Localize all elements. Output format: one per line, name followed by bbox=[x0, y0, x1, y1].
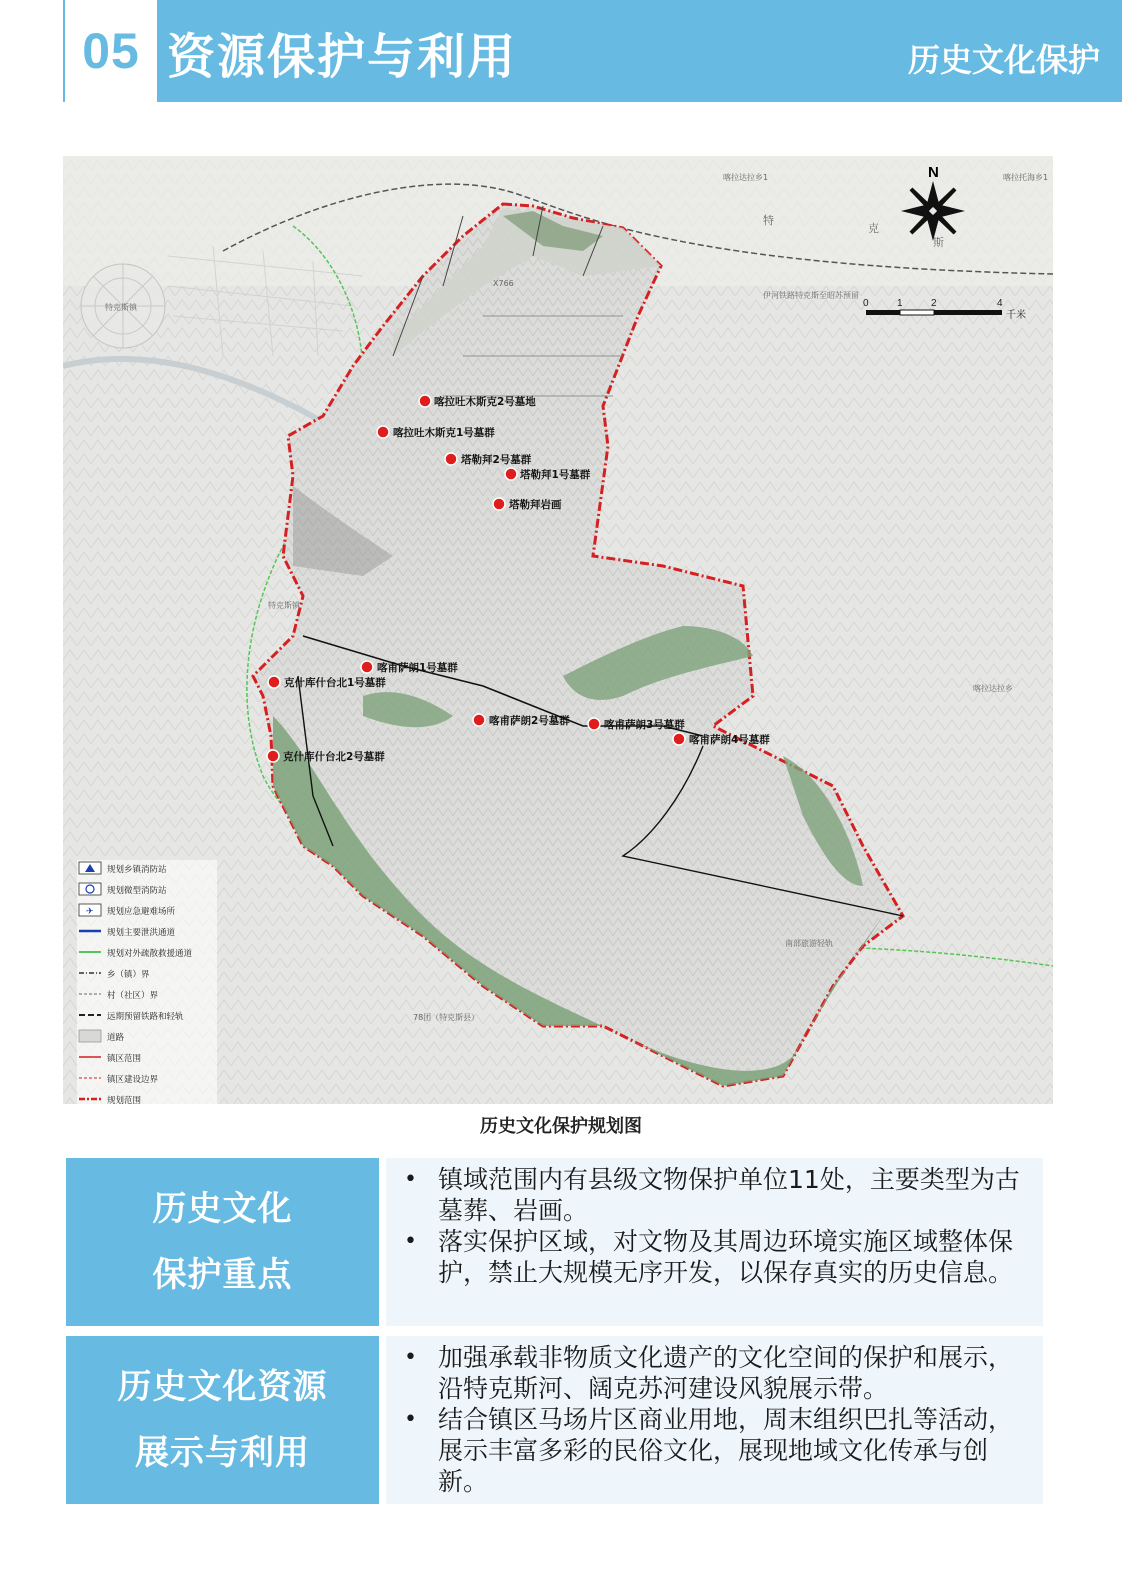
site-label: 塔勒拜岩画 bbox=[509, 499, 562, 511]
scale-tick: 0 bbox=[863, 298, 869, 309]
svg-text:规划对外疏散救援通道: 规划对外疏散救援通道 bbox=[107, 949, 193, 959]
map-caption: 历史文化保护规划图 bbox=[480, 1116, 642, 1137]
svg-text:规划乡镇消防站: 规划乡镇消防站 bbox=[107, 865, 167, 875]
page-title: 资源保护与利用 bbox=[167, 29, 518, 85]
section-title-line: 展示与利用 bbox=[135, 1433, 310, 1473]
heritage-site[interactable] bbox=[267, 750, 385, 763]
site-label: 塔勒拜2号墓群 bbox=[461, 454, 532, 466]
svg-text:村（社区）界: 村（社区）界 bbox=[107, 991, 159, 1001]
site-label: 喀甫萨朗2号墓群 bbox=[489, 715, 570, 727]
info-section-display bbox=[66, 1336, 1043, 1504]
svg-text:规划范围: 规划范围 bbox=[107, 1096, 142, 1104]
site-label: 喀甫萨朗4号墓群 bbox=[689, 734, 770, 746]
map-label: 特克斯镇 bbox=[268, 601, 300, 610]
site-label: 塔勒拜1号墓群 bbox=[520, 469, 591, 481]
map-label: 特克斯镇 bbox=[105, 303, 137, 312]
map-label: 喀拉托海乡1 bbox=[1003, 173, 1049, 182]
scale-tick: 1 bbox=[897, 298, 903, 309]
map-label: 特 bbox=[763, 214, 774, 227]
svg-text:远期预留铁路和轻轨: 远期预留铁路和轻轨 bbox=[107, 1012, 184, 1022]
svg-text:镇区建设边界: 镇区建设边界 bbox=[107, 1075, 159, 1085]
section-content bbox=[386, 1336, 1043, 1504]
section-title-line: 历史文化 bbox=[152, 1189, 293, 1229]
svg-text:规划主要泄洪通道: 规划主要泄洪通道 bbox=[107, 928, 176, 938]
info-section-protection bbox=[66, 1158, 1043, 1326]
site-label: 喀拉吐木斯克1号墓群 bbox=[393, 427, 495, 439]
site-label: 喀甫萨朗1号墓群 bbox=[377, 662, 458, 674]
map-label: X766 bbox=[493, 279, 514, 288]
map-label: 伊河铁路特克斯至昭苏预留 bbox=[763, 291, 859, 300]
map-label: 喀拉达拉乡1 bbox=[723, 173, 769, 182]
scale-tick: 4 bbox=[997, 298, 1003, 309]
svg-text:镇区范围: 镇区范围 bbox=[107, 1054, 142, 1064]
section-content bbox=[386, 1158, 1043, 1326]
site-label: 喀拉吐木斯克2号墓地 bbox=[434, 396, 536, 408]
map-label: 斯 bbox=[933, 236, 944, 249]
heritage-site[interactable] bbox=[268, 676, 386, 689]
map-label: 克 bbox=[868, 222, 879, 235]
map-svg bbox=[63, 156, 1053, 1104]
svg-text:✈: ✈ bbox=[86, 907, 94, 917]
heritage-site[interactable] bbox=[419, 395, 536, 408]
scale-tick: 2 bbox=[931, 298, 937, 309]
bullet-item: • 结合镇区马场片区商业用地，周末组织巴扎等活动，展示丰富多彩的民俗文化，展现地域文化传承与创新。 bbox=[396, 1404, 1031, 1497]
section-title bbox=[66, 1158, 379, 1326]
svg-text:乡（镇）界: 乡（镇）界 bbox=[107, 970, 150, 980]
section-title-line: 保护重点 bbox=[152, 1255, 293, 1295]
site-label: 克什库什台北2号墓群 bbox=[283, 751, 385, 763]
map-legend bbox=[77, 860, 217, 1104]
planning-map bbox=[63, 156, 1053, 1104]
map-label: 78团（特克斯县） bbox=[413, 1013, 480, 1022]
map-label: 喀拉达拉乡 bbox=[973, 684, 1013, 693]
page-subtitle: 历史文化保护 bbox=[907, 41, 1100, 79]
svg-text:道路: 道路 bbox=[107, 1033, 125, 1043]
heritage-site[interactable] bbox=[377, 426, 495, 439]
section-number-box bbox=[63, 0, 157, 102]
svg-text:规划应急避难场所: 规划应急避难场所 bbox=[107, 907, 176, 917]
site-label: 喀甫萨朗3号墓群 bbox=[604, 719, 685, 731]
map-label: 南部旅游轻轨 bbox=[785, 939, 833, 948]
heritage-site[interactable] bbox=[493, 498, 562, 511]
bullet-item: • 加强承载非物质文化遗产的文化空间的保护和展示，沿特克斯河、阔克苏河建设风貌展示带。 bbox=[396, 1342, 1031, 1404]
svg-text:规划微型消防站: 规划微型消防站 bbox=[107, 886, 167, 896]
scale-unit: 千米 bbox=[1006, 310, 1026, 321]
site-label: 克什库什台北1号墓群 bbox=[284, 677, 386, 689]
section-title bbox=[66, 1336, 379, 1504]
bullet-item: • 落实保护区域，对文物及其周边环境实施区域整体保护，禁止大规模无序开发，以保存真实的历史信息。 bbox=[396, 1226, 1031, 1288]
section-number: 05 bbox=[82, 23, 140, 79]
north-label: N bbox=[928, 164, 939, 181]
section-title-line: 历史文化资源 bbox=[117, 1367, 328, 1407]
bullet-item: • 镇域范围内有县级文物保护单位11处，主要类型为古墓葬、岩画。 bbox=[396, 1164, 1031, 1226]
